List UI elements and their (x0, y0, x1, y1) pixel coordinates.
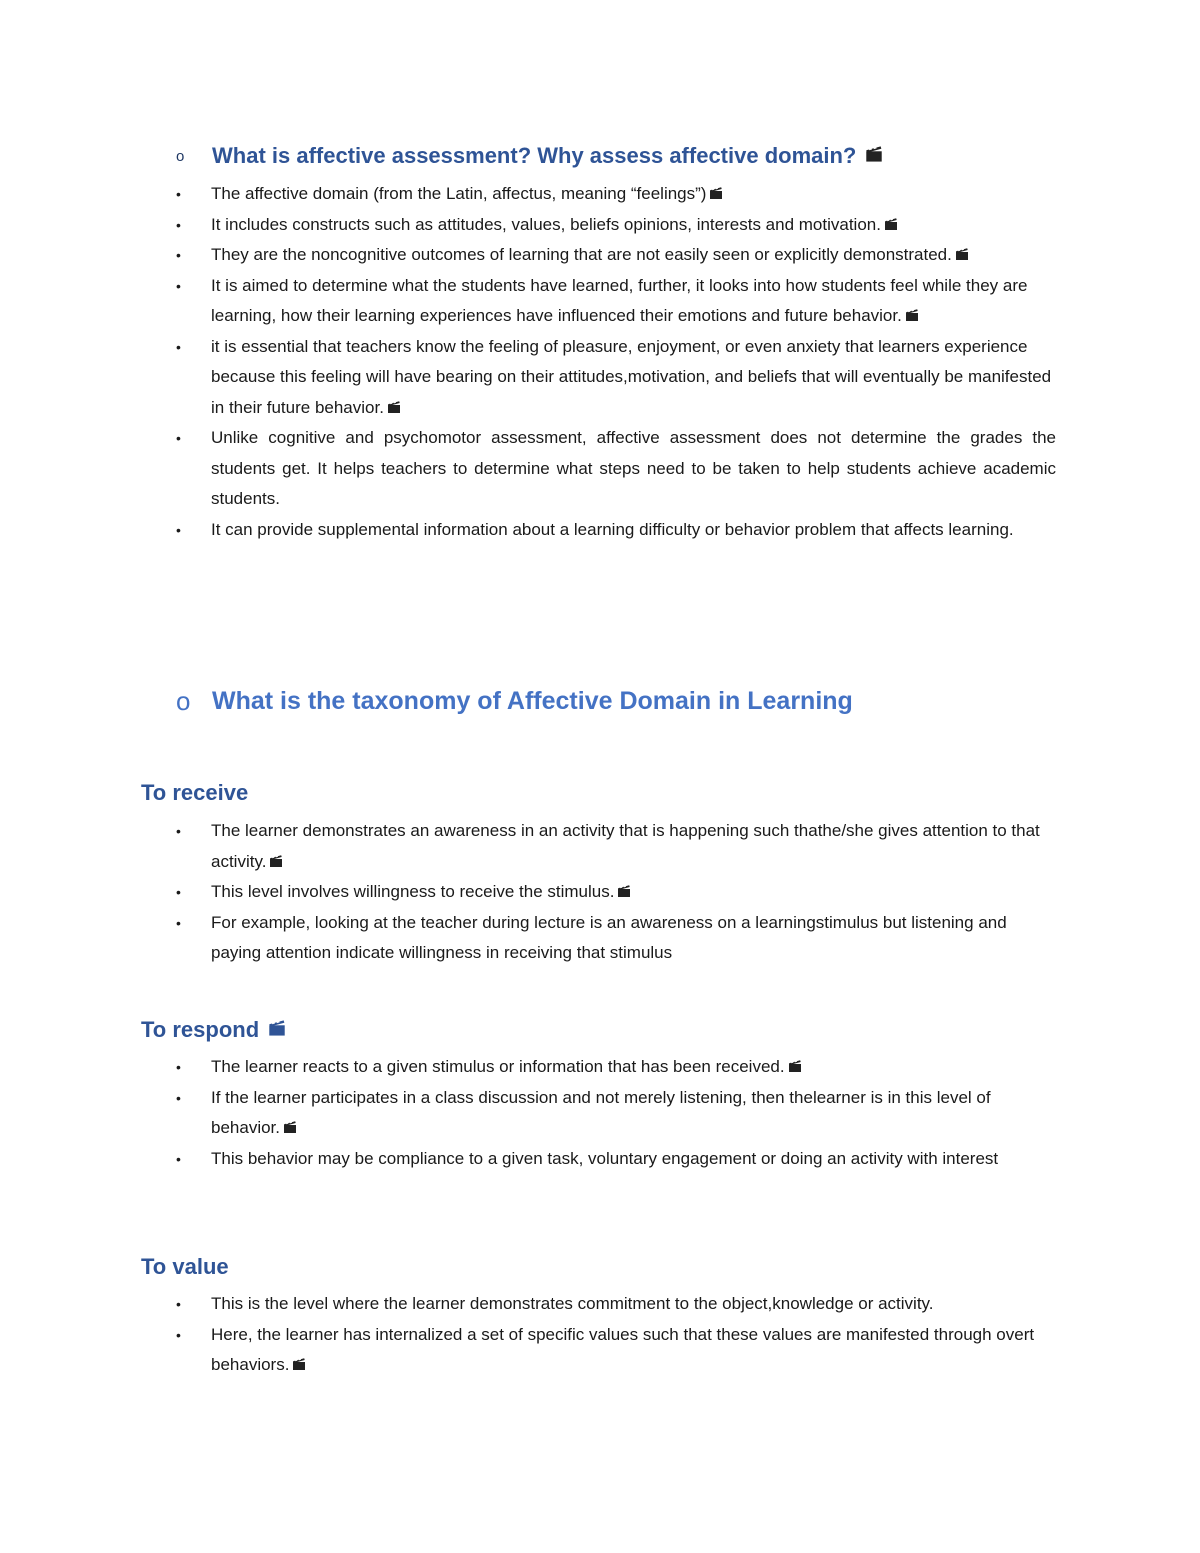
list-item: • It includes constructs such as attitudes, values, beliefs opinions, interests and motivation. (176, 210, 1056, 241)
clapperboard-icon (709, 187, 723, 200)
list-item: • Here, the learner has internalized a set of specific values such that these values are manifested through overt behaviors. (176, 1324, 1035, 1374)
to-receive-list (176, 816, 1056, 969)
clapperboard-icon (884, 218, 898, 231)
list-item: • This is the level where the learner demonstrates commitment to the object,knowledge or activity. (176, 1294, 934, 1313)
list-item: • it is essential that teachers know the feeling of pleasure, enjoyment, or even anxiety that learners experience because this feeling will have bearing on their attitudes,motivation, and beliefs that will eventually be manifested in their future behavior. (176, 336, 1052, 417)
list-item: • If the learner participates in a class discussion and not merely listening, then thelearner is in this level of behavior. (176, 1087, 991, 1137)
list-item: • It can provide supplemental information about a learning difficulty or behavior problem that affects learning. (176, 519, 1014, 539)
clapperboard-icon (269, 855, 283, 868)
list-item: • The affective domain (from the Latin, affectus, meaning “feelings”) (176, 179, 1056, 210)
clapperboard-icon (283, 1121, 297, 1134)
subheading-to-receive: To receive (141, 780, 249, 805)
clapperboard-icon (617, 885, 631, 898)
list-item: • Unlike cognitive and psychomotor assessment, affective assessment does not determine the grades the students get. It helps teachers to determine what steps need to be taken to help students achieve academic students. (176, 428, 1056, 508)
clapperboard-icon (865, 146, 883, 163)
list-item: • It is aimed to determine what the students have learned, further, it looks into how students feel while they are learning, how their learning experiences have influenced their emotions and future behavior. (176, 275, 1028, 325)
to-value-list (176, 1289, 1056, 1381)
list-item: • The learner demonstrates an awareness in an activity that is happening such thathe/she gives attention to that activity. (176, 821, 1040, 871)
subheading-to-respond: To respond (141, 1017, 286, 1043)
list-item: • They are the noncognitive outcomes of learning that are not easily seen or explicitly demonstrated. (176, 240, 1056, 271)
subheading-to-value: To value (141, 1254, 229, 1279)
clapperboard-icon (955, 248, 969, 261)
section-heading-affective-assessment (176, 143, 883, 169)
section-heading-taxonomy (176, 686, 853, 717)
list-item: • This behavior may be compliance to a given task, voluntary engagement or doing an activity with interest (176, 1148, 999, 1168)
heading-marker: o (176, 147, 185, 165)
heading-text: What is affective assessment? Why assess affective domain? (212, 143, 857, 168)
affective-assessment-list (176, 179, 1056, 545)
list-item: • The learner reacts to a given stimulus or information that has been received. (176, 1052, 1056, 1083)
clapperboard-icon (387, 401, 401, 414)
heading-marker: o (176, 686, 191, 716)
clapperboard-icon (905, 309, 919, 322)
clapperboard-icon (788, 1060, 802, 1073)
to-respond-list (176, 1052, 1056, 1174)
clapperboard-icon (268, 1020, 286, 1037)
list-item: • For example, looking at the teacher during lecture is an awareness on a learningstimulus but listening and paying attention indicate willingness in receiving that stimulus (176, 912, 1007, 962)
clapperboard-icon (292, 1358, 306, 1371)
heading-text: What is the taxonomy of Affective Domain in Learning (212, 687, 853, 715)
list-item: • This level involves willingness to receive the stimulus. (176, 877, 1056, 908)
